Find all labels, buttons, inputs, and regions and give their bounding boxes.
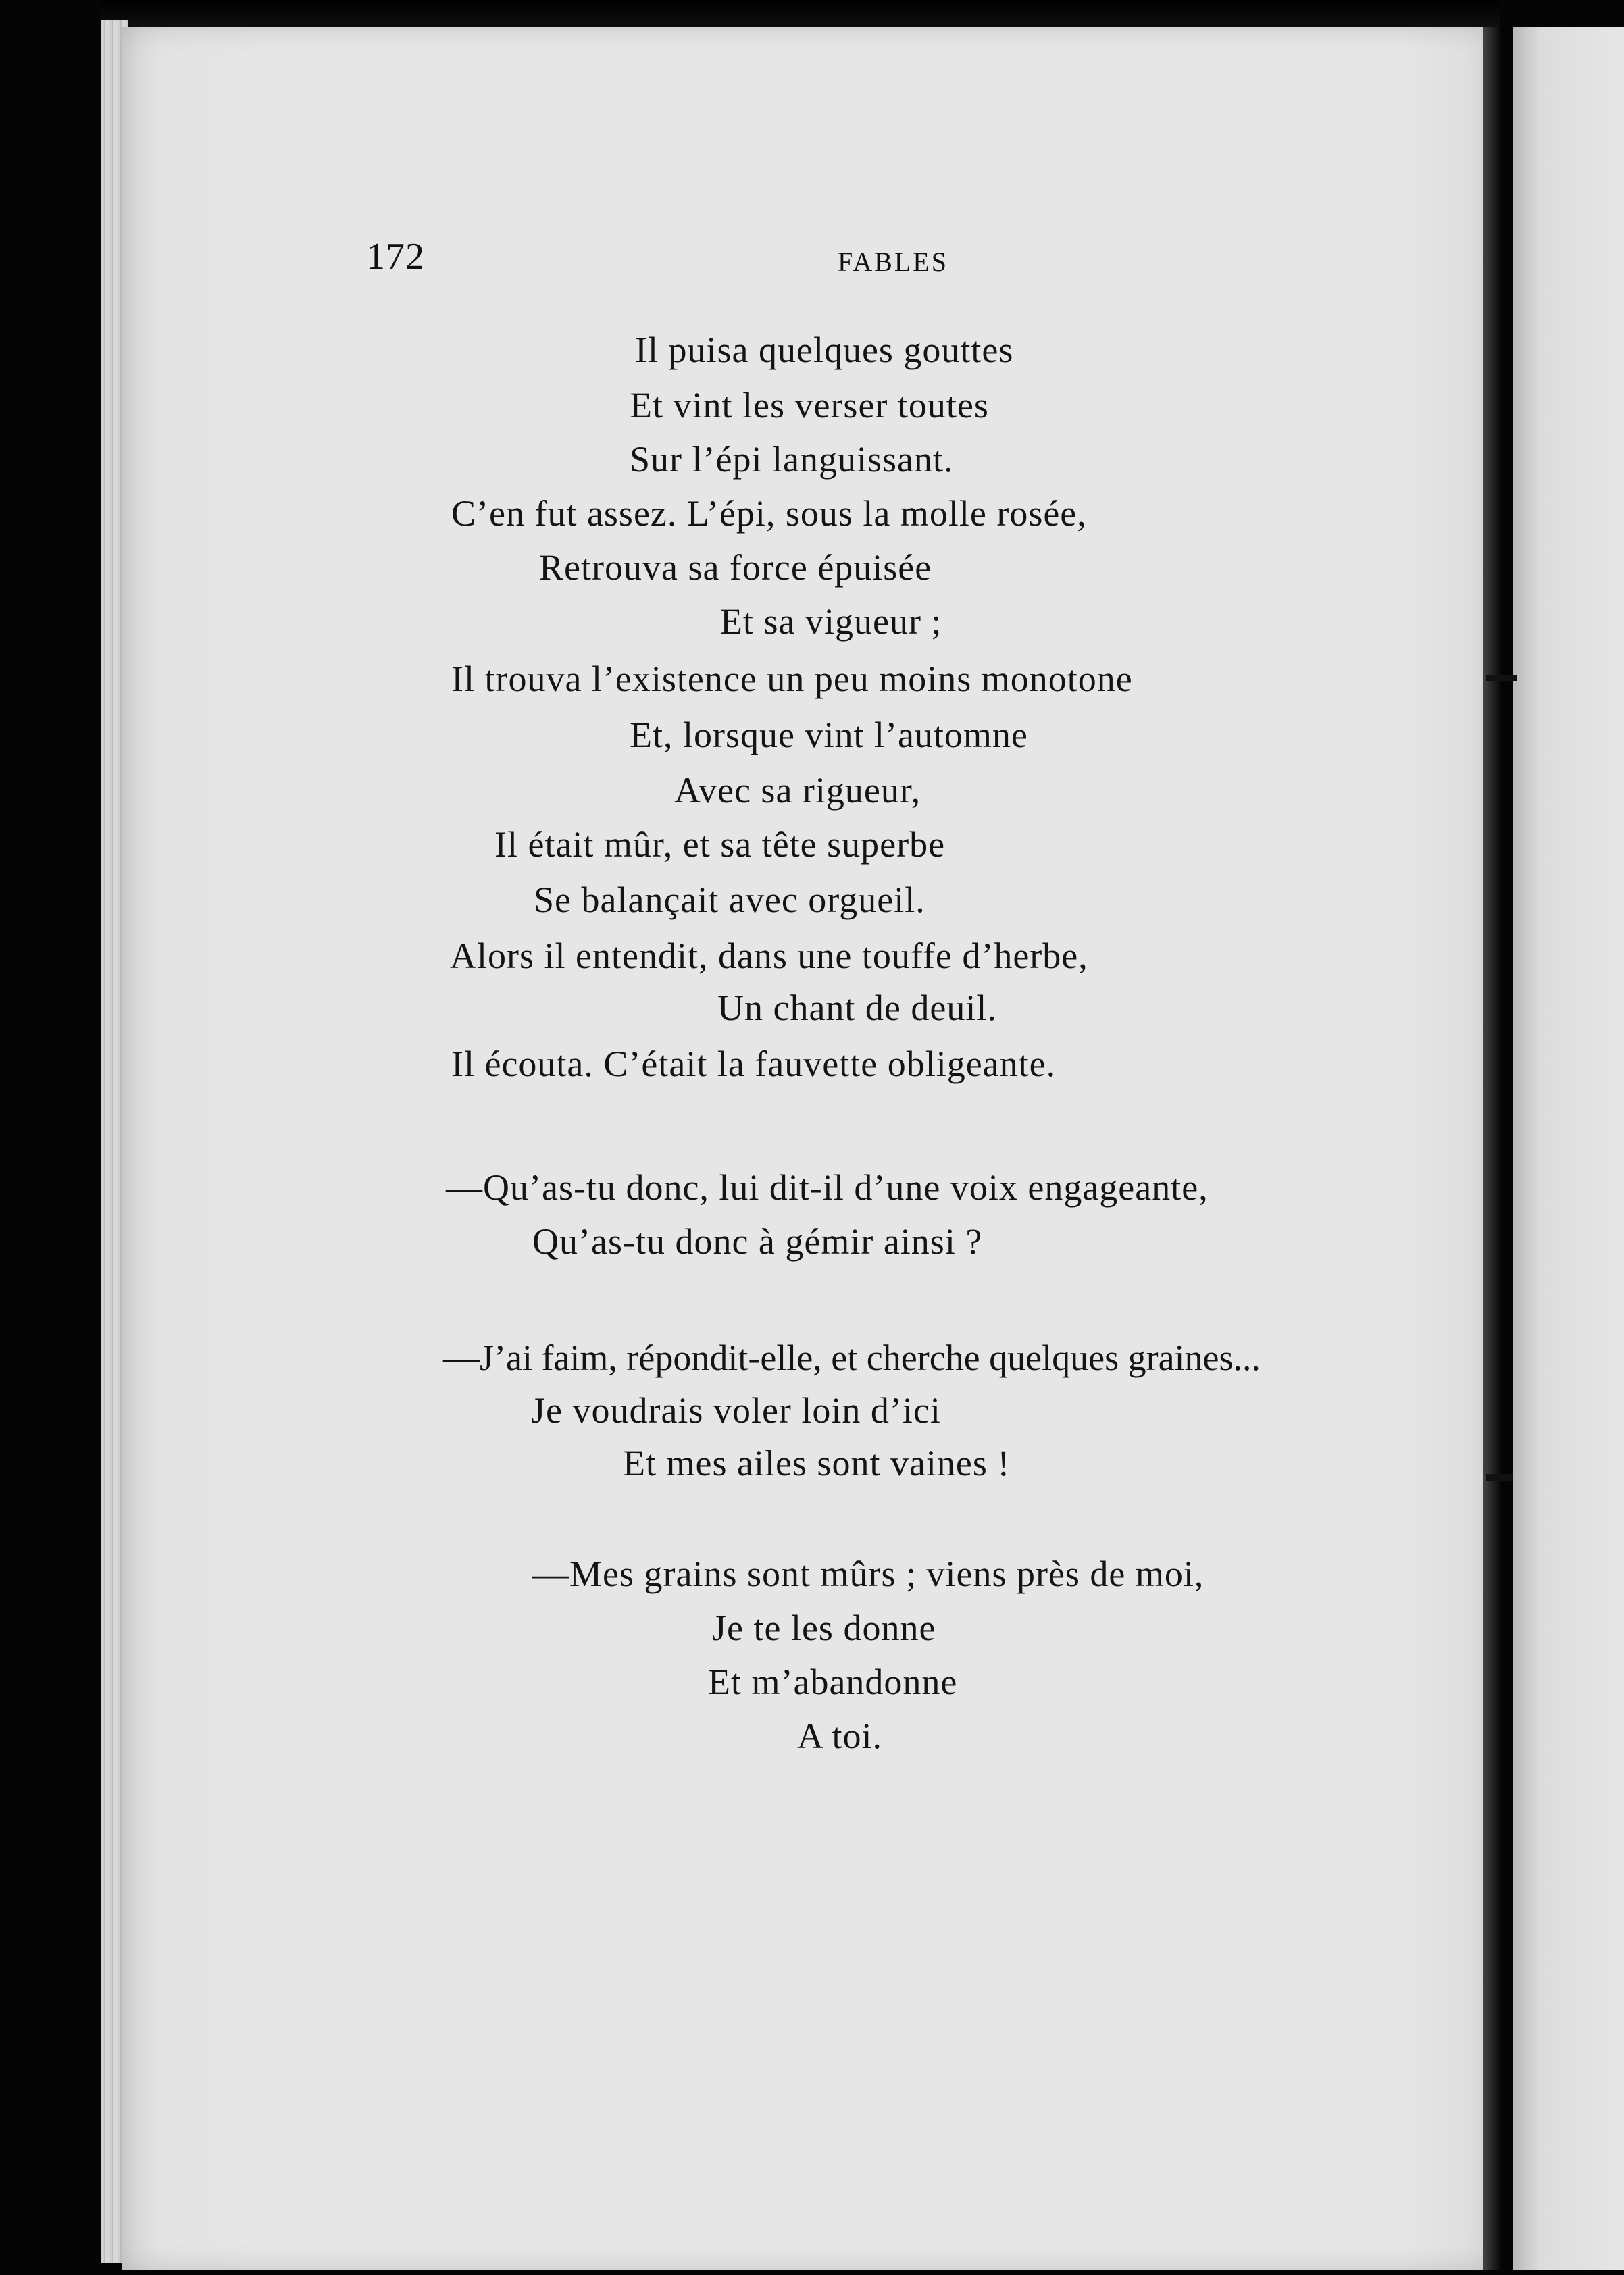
verse-line: Et, lorsque vint l’automne bbox=[630, 715, 1028, 755]
verse-line: Qu’as-tu donc à gémir ainsi ? bbox=[532, 1221, 983, 1262]
verse-line: Il puisa quelques gouttes bbox=[635, 330, 1014, 370]
verse-line: Et sa vigueur ; bbox=[720, 601, 942, 642]
verse-line: Et mes ailes sont vaines ! bbox=[623, 1443, 1011, 1483]
verse-line: —J’ai faim, répondit-elle, et cherche quelques graines... bbox=[443, 1337, 1261, 1378]
verse-line: Et m’abandonne bbox=[708, 1662, 958, 1702]
running-head: FABLES bbox=[838, 247, 948, 277]
verse-line: Il trouva l’existence un peu moins monotone bbox=[451, 659, 1133, 699]
verse-line: Se balançait avec orgueil. bbox=[534, 879, 925, 920]
verse-line: —Qu’as-tu donc, lui dit-il d’une voix engageante, bbox=[446, 1167, 1209, 1208]
verse-line: Je voudrais voler loin d’ici bbox=[531, 1390, 941, 1431]
verse-line: Il écouta. C’était la fauvette obligeante. bbox=[451, 1044, 1057, 1084]
verse-line: Retrouva sa force épuisée bbox=[539, 547, 932, 588]
verse-line: Je te les donne bbox=[712, 1608, 936, 1648]
page-number: 172 bbox=[366, 236, 425, 278]
verse-line: A toi. bbox=[797, 1716, 883, 1756]
verse-line: Et vint les verser toutes bbox=[630, 385, 989, 426]
verse-line: C’en fut assez. L’épi, sous la molle rosée, bbox=[451, 493, 1087, 534]
verse-line: —Mes grains sont mûrs ; viens près de moi, bbox=[532, 1554, 1204, 1594]
verse-line: Un chant de deuil. bbox=[717, 988, 997, 1028]
verse-line: Il était mûr, et sa tête superbe bbox=[494, 824, 946, 865]
verse-line: Sur l’épi languissant. bbox=[630, 439, 954, 480]
verse-line: Avec sa rigueur, bbox=[674, 770, 921, 811]
verse-line: Alors il entendit, dans une touffe d’herbe, bbox=[450, 936, 1088, 976]
